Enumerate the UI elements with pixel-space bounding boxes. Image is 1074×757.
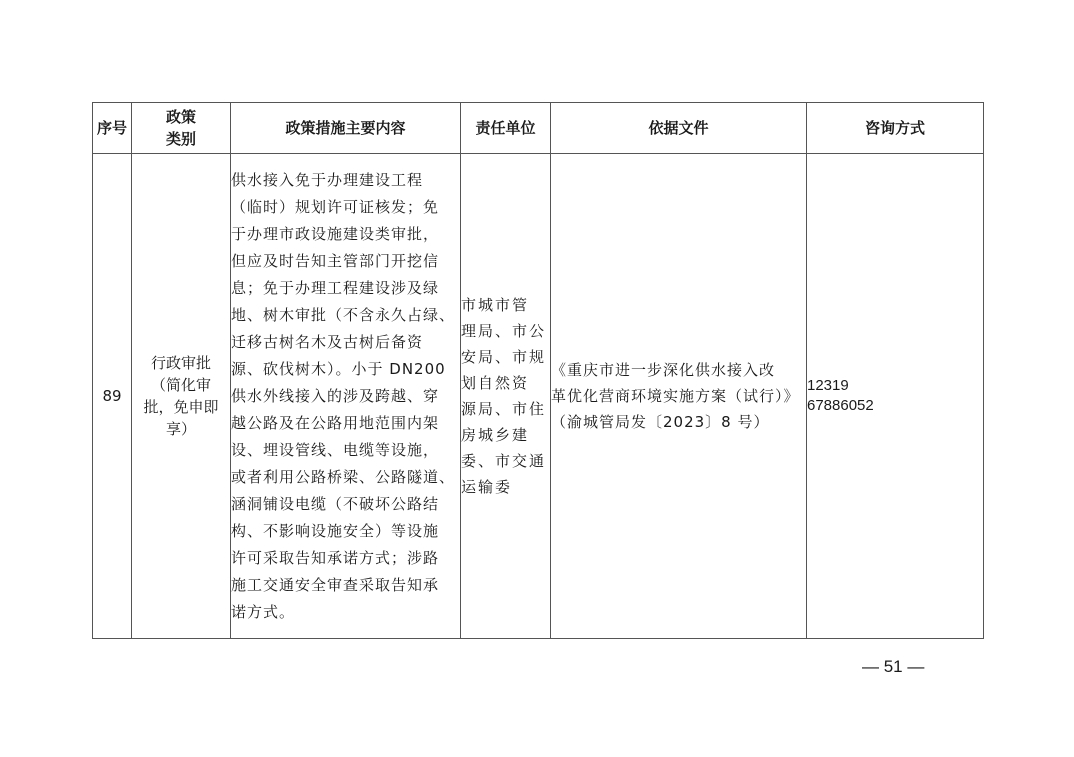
basis-line: 革优化营商环境实施方案（试行）》 — [551, 387, 800, 405]
content-line: 构、不影响设施安全）等设施 — [231, 521, 440, 540]
unit-line: 安局、市规 — [461, 348, 547, 366]
content-line: 涵洞铺设电缆（不破坏公路结 — [231, 494, 440, 513]
contact-phone: 67886052 — [807, 397, 874, 414]
content-line: 许可采取告知承诺方式；涉路 — [231, 548, 440, 567]
content-line: 供水接入免于办理建设工程 — [231, 170, 424, 189]
content-line: （临时）规划许可证核发；免 — [231, 197, 440, 216]
category-line: （简化审 — [150, 376, 211, 394]
unit-line: 房城乡建 — [461, 426, 530, 444]
cell-content — [231, 154, 461, 639]
content-line: 息；免于办理工程建设涉及绿 — [231, 278, 440, 297]
header-no: 序号 — [93, 103, 132, 154]
unit-line: 划自然资 — [461, 374, 530, 392]
header-contact: 咨询方式 — [807, 103, 984, 154]
cell-basis — [551, 154, 807, 639]
contact-phone: 12319 — [807, 377, 849, 394]
category-line: 批，免申即 — [143, 398, 219, 416]
unit-line: 理局、市公 — [461, 322, 547, 340]
cell-contact — [807, 154, 984, 639]
unit-line: 源局、市住 — [461, 400, 547, 418]
header-content: 政策措施主要内容 — [231, 103, 461, 154]
content-line: 供水外线接入的涉及跨越、穿 — [231, 386, 440, 405]
content-line: 地、树木审批（不含永久占绿、 — [231, 305, 456, 324]
content-line: 施工交通安全审查采取告知承 — [231, 575, 440, 594]
header-unit: 责任单位 — [461, 103, 551, 154]
content-line: 于办理市政设施建设类审批， — [231, 224, 440, 243]
header-category-line2: 类别 — [165, 130, 196, 148]
table-row — [93, 154, 984, 639]
cell-unit — [461, 154, 551, 639]
category-line: 享） — [165, 420, 196, 438]
basis-line: 《重庆市进一步深化供水接入改 — [551, 361, 776, 379]
content-line: 迁移古树名木及古树后备资 — [231, 332, 424, 351]
policy-table — [92, 102, 984, 639]
header-category-line1: 政策 — [165, 108, 196, 126]
header-basis: 依据文件 — [551, 103, 807, 154]
unit-line: 市城市管 — [461, 296, 530, 314]
content-line: 越公路及在公路用地范围内架 — [231, 413, 440, 432]
table-header-row — [93, 103, 984, 154]
content-line: 源、砍伐树木）。小于 DN200 — [231, 359, 446, 378]
unit-line: 运输委 — [461, 478, 513, 496]
content-line: 但应及时告知主管部门开挖信 — [231, 251, 440, 270]
unit-line: 委、市交通 — [461, 452, 547, 470]
cell-no: 89 — [93, 154, 132, 639]
cell-category — [132, 154, 231, 639]
header-category — [132, 103, 231, 154]
page-number: — 51 — — [862, 657, 925, 676]
basis-line: （渝城管局发〔2023〕8 号） — [551, 413, 770, 431]
content-line: 诺方式。 — [231, 602, 296, 621]
content-line: 设、埋设管线、电缆等设施， — [231, 440, 440, 459]
category-line: 行政审批 — [150, 354, 211, 372]
content-line: 或者利用公路桥梁、公路隧道、 — [231, 467, 456, 486]
